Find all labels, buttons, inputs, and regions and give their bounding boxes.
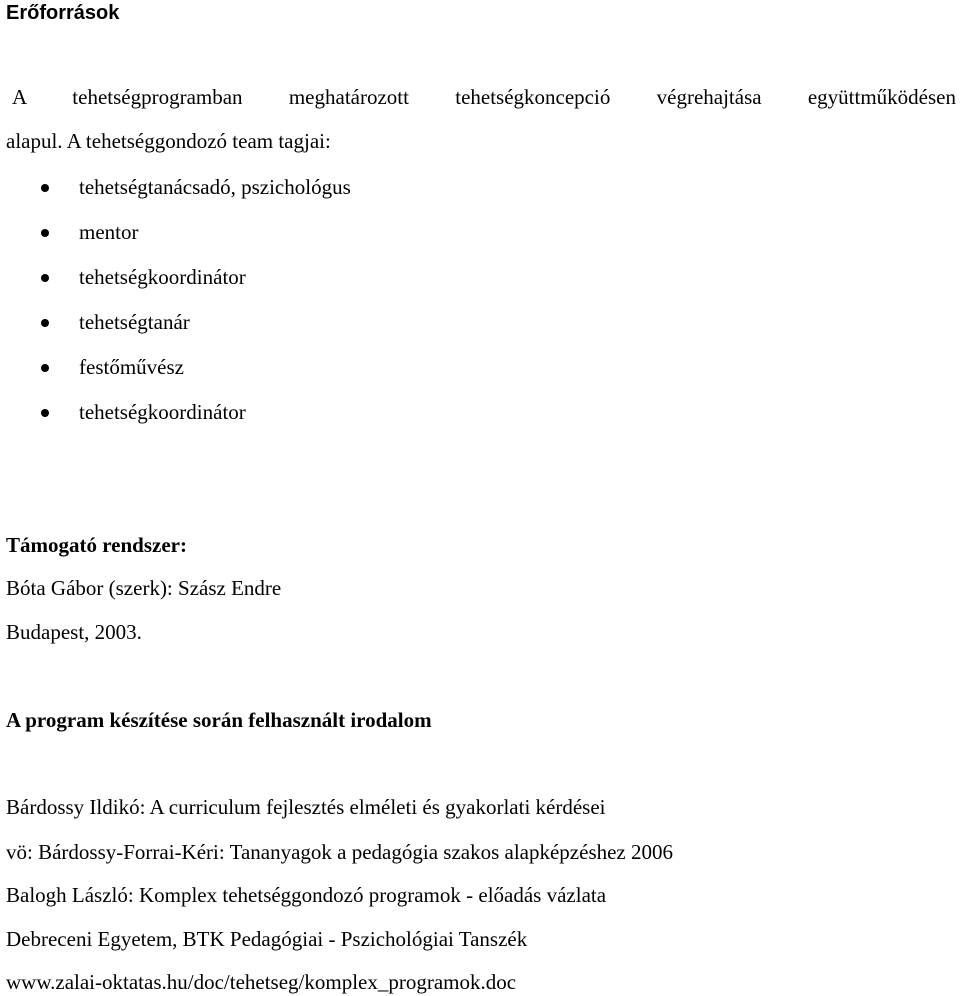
bullet-icon bbox=[41, 319, 49, 327]
bullet-icon bbox=[41, 274, 49, 282]
bullet-icon bbox=[41, 229, 49, 237]
list-item-label: tehetségtanár bbox=[79, 310, 190, 334]
list-item-label: festőművész bbox=[79, 355, 184, 379]
list-item-label: tehetségtanácsadó, pszichológus bbox=[79, 175, 351, 199]
list-item-label: tehetségkoordinátor bbox=[79, 400, 246, 424]
resources-heading: Erőforrások bbox=[6, 2, 120, 24]
intro-paragraph-line-1: A tehetségprogramban meghatározott tehetségkoncepció végrehajtása együttműködésen bbox=[12, 85, 956, 109]
literature-item: Debreceni Egyetem, BTK Pedagógiai - Pszichológiai Tanszék bbox=[6, 927, 528, 951]
list-item-label: tehetségkoordinátor bbox=[79, 265, 246, 289]
list-item-label: mentor bbox=[79, 220, 139, 244]
literature-item: vö: Bárdossy-Forrai-Kéri: Tananyagok a pedagógia szakos alapképzéshez 2006 bbox=[6, 840, 674, 864]
literature-heading: A program készítése során felhasznált irodalom bbox=[6, 708, 432, 732]
support-place-date-line: Budapest, 2003. bbox=[6, 620, 142, 644]
support-system-heading: Támogató rendszer: bbox=[6, 533, 187, 557]
support-editor-line: Bóta Gábor (szerk): Szász Endre bbox=[6, 576, 282, 600]
bullet-icon bbox=[41, 364, 49, 372]
literature-item: Balogh László: Komplex tehetséggondozó programok - előadás vázlata bbox=[6, 883, 607, 907]
literature-item: www.zalai-oktatas.hu/doc/tehetseg/komplex_programok.doc bbox=[6, 970, 517, 994]
bullet-icon bbox=[41, 184, 49, 192]
literature-item: Bárdossy Ildikó: A curriculum fejlesztés elméleti és gyakorlati kérdései bbox=[6, 795, 606, 819]
bullet-icon bbox=[41, 409, 49, 417]
intro-paragraph-line-2: alapul. A tehetséggondozó team tagjai: bbox=[6, 129, 331, 153]
